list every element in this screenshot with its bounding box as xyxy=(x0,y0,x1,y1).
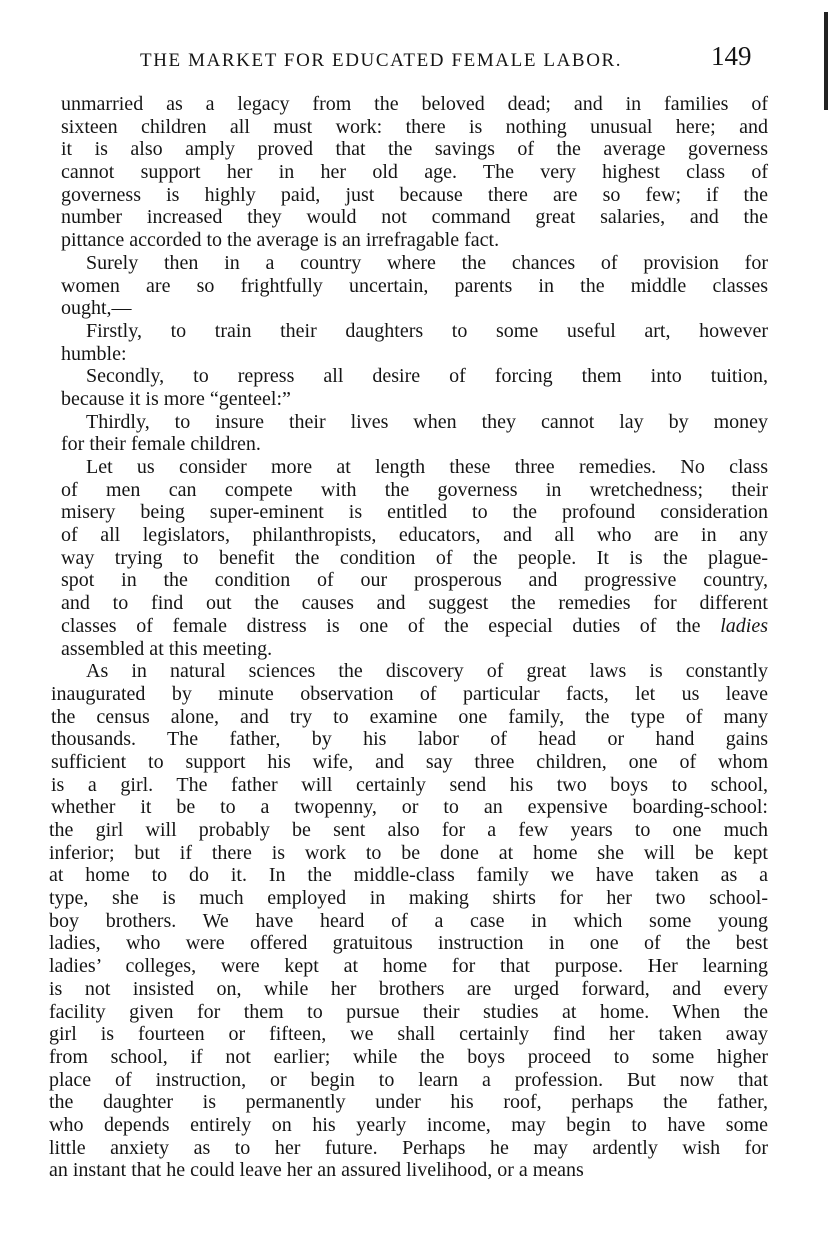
text-line: spot in the condition of our prosperous and progressive country, xyxy=(61,569,768,592)
text-line: ladies’ colleges, were kept at home for that purpose. Her learning xyxy=(49,955,768,978)
text-line: an instant that he could leave her an assured livelihood, or a means xyxy=(49,1159,584,1182)
text-line: As in natural sciences the discovery of great laws is constantly xyxy=(86,660,768,683)
text-line: of all legislators, philanthropists, educators, and all who are in any xyxy=(61,524,768,547)
body-text xyxy=(48,93,768,1182)
text-line: inferior; but if there is work to be done at home she will be kept xyxy=(49,841,768,864)
text-line: type, she is much employed in making shirts for her two school- xyxy=(49,887,768,910)
text-line: girl is fourteen or fifteen, we shall certainly find her taken away xyxy=(49,1023,768,1046)
text-line: who depends entirely on his yearly income, may begin to have some xyxy=(49,1113,768,1136)
text-line: misery being super-eminent is entitled to the profound consideration xyxy=(61,501,768,524)
text-line: it is also amply proved that the savings of the average governess xyxy=(61,138,768,161)
text-segment: classes of female distress is one of the especial duties of the xyxy=(61,614,701,637)
text-line: thousands. The father, by his labor of head or hand gains xyxy=(51,728,768,751)
text-line: the census alone, and try to examine one family, the type of many xyxy=(51,705,768,728)
running-title: THE MARKET FOR EDUCATED FEMALE LABOR. xyxy=(140,50,623,71)
italic-word: ladies xyxy=(720,614,768,637)
text-line: facility given for them to pursue their studies at home. When the xyxy=(49,1000,768,1023)
text-line: for their female children. xyxy=(61,433,261,456)
text-line-with-italic xyxy=(48,615,768,638)
text-line: Secondly, to repress all desire of forcing them into tuition, xyxy=(86,365,768,388)
text-line: way trying to benefit the condition of the people. It is the plague- xyxy=(61,546,768,569)
text-line: is not insisted on, while her brothers are urged forward, and every xyxy=(49,977,768,1000)
text-line: Thirdly, to insure their lives when they cannot lay by money xyxy=(86,410,768,433)
text-line: humble: xyxy=(61,342,127,365)
text-line: assembled at this meeting. xyxy=(61,637,273,660)
text-line: whether it be to a twopenny, or to an expensive boarding-school: xyxy=(51,796,768,819)
text-line: is a girl. The father will certainly send his two boys to school, xyxy=(51,773,768,796)
text-line: little anxiety as to her future. Perhaps he may ardently wish for xyxy=(49,1136,768,1159)
text-line: the daughter is permanently under his roof, perhaps the father, xyxy=(49,1091,768,1114)
text-line: Let us consider more at length these three remedies. No class xyxy=(86,456,768,478)
text-line: from school, if not earlier; while the boys proceed to some higher xyxy=(49,1045,768,1068)
text-line: ladies, who were offered gratuitous instruction in one of the best xyxy=(49,932,768,955)
page-edge-rule xyxy=(824,12,828,110)
text-line: of men can compete with the governess in wretchedness; their xyxy=(61,478,768,501)
text-line: boy brothers. We have heard of a case in which some young xyxy=(49,909,768,932)
text-line: women are so frightfully uncertain, parents in the middle classes xyxy=(61,274,768,297)
text-line: number increased they would not command great salaries, and the xyxy=(61,206,768,229)
page-number: 149 xyxy=(711,41,752,71)
text-line: ought,— xyxy=(61,297,132,320)
text-line: and to find out the causes and suggest the remedies for different xyxy=(61,592,768,615)
text-line: Surely then in a country where the chances of provision for xyxy=(86,251,768,274)
text-line: because it is more “genteel:” xyxy=(61,387,291,410)
text-line: place of instruction, or begin to learn a profession. But now that xyxy=(49,1068,768,1091)
text-line: pittance accorded to the average is an irrefragable fact. xyxy=(61,229,500,252)
text-line: cannot support her in her old age. The very highest class of xyxy=(61,161,768,184)
text-line: inaugurated by minute observation of particular facts, let us leave xyxy=(51,682,768,705)
text-line: at home to do it. In the middle-class family we have taken as a xyxy=(49,864,768,887)
text-line: sixteen children all must work: there is nothing unusual here; and xyxy=(61,115,768,138)
text-line: Firstly, to train their daughters to some useful art, however xyxy=(86,319,768,342)
text-line: sufficient to support his wife, and say three children, one of whom xyxy=(51,750,768,773)
text-line: unmarried as a legacy from the beloved dead; and in families of xyxy=(61,93,768,115)
text-line: governess is highly paid, just because there are so few; if the xyxy=(61,183,768,206)
text-line: the girl will probably be sent also for a few years to one much xyxy=(49,819,768,841)
running-header xyxy=(140,38,820,78)
